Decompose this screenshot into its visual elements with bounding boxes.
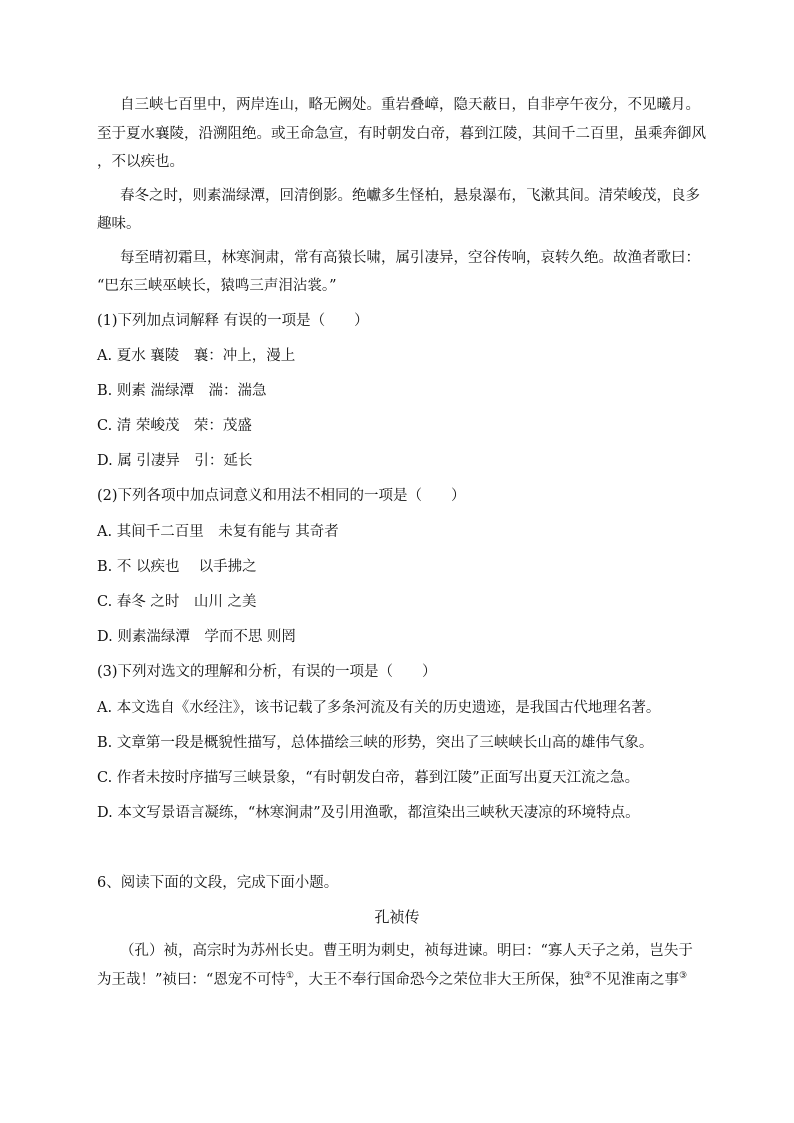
question-1-option-d: D. 属 引凄异 引：延长	[97, 453, 253, 469]
section-6-line-2-part-a: 为王哉！”祯曰：“恩宠不可恃	[97, 972, 286, 988]
passage-p1-line-2: 至于夏水襄陵，沿溯阻绝。或王命急宣，有时朝发白帝，暮到江陵，其间千二百里，虽乘奔御风	[97, 126, 706, 142]
question-1-stem: (1)下列加点词解释 有误的一项是（ ）	[97, 313, 369, 329]
question-2-option-d: D. 则素湍绿潭 学而不思 则罔	[97, 629, 296, 645]
question-2-stem: (2)下列各项中加点词意义和用法不相同的一项是（ ）	[97, 488, 466, 504]
section-6-line-2	[97, 970, 687, 990]
question-2-option-a: A. 其间千二百里 未复有能与 其奇者	[97, 524, 339, 540]
section-6-intro: 6、阅读下面的文段，完成下面小题。	[97, 875, 339, 891]
question-2-option-b: B. 不 以疾也 以手拂之	[97, 559, 257, 575]
question-1-option-b: B. 则素 湍绿潭 湍：湍急	[97, 383, 267, 399]
question-3-option-c: C. 作者未按时序描写三峡景象，“有时朝发白帝，暮到江陵”正面写出夏天江流之急。	[97, 770, 640, 786]
footnote-marker-3: ③	[678, 971, 688, 981]
passage-p1-line-3: ，不以疾也。	[97, 154, 184, 170]
footnote-marker-1: ①	[285, 971, 294, 981]
section-6-line-2-part-c: 不见淮南之事	[591, 972, 679, 988]
passage-p2-line-1: 春冬之时，则素湍绿潭，回清倒影。绝巘多生怪柏，悬泉瀑布，飞漱其间。清荣峻茂，良多	[120, 188, 700, 204]
question-2-option-c: C. 春冬 之时 山川 之美	[97, 594, 257, 610]
passage-p1-line-1: 自三峡七百里中，两岸连山，略无阙处。重岩叠嶂，隐天蔽日，自非亭午夜分，不见曦月。	[120, 97, 700, 113]
question-1-option-a: A. 夏水 襄陵 襄：冲上，漫上	[97, 348, 296, 364]
section-6-title: 孔祯传	[374, 908, 420, 926]
question-3-option-b: B. 文章第一段是概貌性描写，总体描绘三峡的形势，突出了三峡峡长山高的雄伟气象。	[97, 735, 654, 751]
question-3-stem: (3)下列对选文的理解和分析，有误的一项是（ ）	[97, 664, 437, 680]
question-1-option-c: C. 清 荣峻茂 荣：茂盛	[97, 418, 252, 434]
question-3-option-d: D. 本文写景语言凝练，“林寒涧肃”及引用渔歌，都渲染出三峡秋天凄凉的环境特点。	[97, 805, 640, 821]
passage-p3-line-1: 每至晴初霜旦，林寒涧肃，常有高猿长啸，属引凄异，空谷传响，哀转久绝。故渔者歌曰：	[120, 250, 700, 266]
section-6-line-1: （孔）祯，高宗时为苏州长史。曹王明为刺史，祯每进谏。明曰：“寡人天子之弟，岂失于	[120, 943, 693, 959]
passage-p3-line-2: “巴东三峡巫峡长，猿鸣三声泪沾裳。”	[97, 278, 337, 294]
footnote-marker-2: ②	[583, 971, 592, 981]
passage-p2-line-2: 趣味。	[97, 216, 141, 232]
question-3-option-a: A. 本文选自《水经注》，该书记载了多条河流及有关的历史遗迹，是我国古代地理名著。	[97, 700, 661, 716]
section-6-line-2-part-b: ，大王不奉行国命恐今之荣位非大王所保，独	[293, 972, 584, 988]
